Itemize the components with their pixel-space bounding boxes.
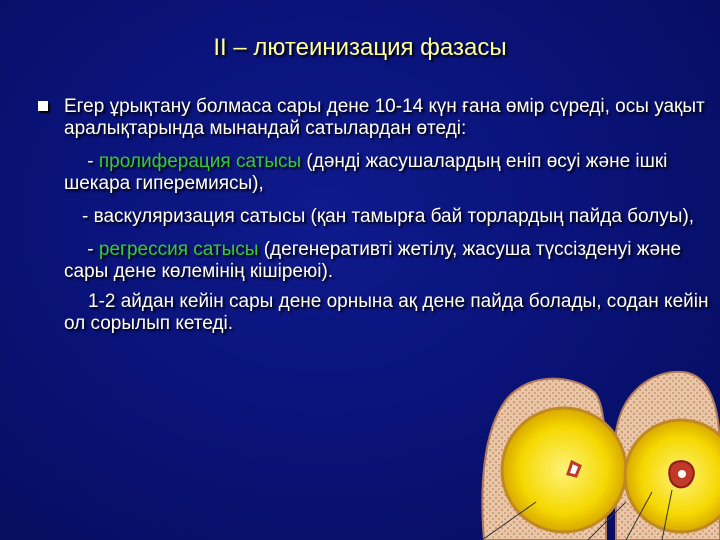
intro-text: Егер ұрықтану болмаса сары дене 10-14 күн ғана өмір сүреді, осы уақыт аралықтарында мынандай сатылардан өтеді: [64, 96, 705, 139]
closing-text: 1-2 айдан кейін сары дене орнына ақ дене пайда болады, содан кейін ол сорылып кетеді. [64, 291, 709, 334]
stage-prefix: - [82, 239, 99, 260]
stage-term: пролиферация сатысы [98, 151, 302, 172]
stage-prefix: - [82, 151, 99, 172]
slide-title: II – лютеинизация фазасы [213, 34, 507, 61]
square-bullet-icon [38, 101, 48, 111]
central-cavity-left [568, 462, 580, 476]
stage-proliferation [38, 151, 710, 195]
corpus-luteum-illustration [476, 352, 720, 540]
cavity-center-right [678, 470, 686, 478]
stage-description: (дегенеративті жетілу, жасуша түссізденуі және сары дене көлемінің кішіреюі). [64, 239, 682, 282]
stage-regression [38, 239, 710, 283]
stage-term: регрессия сатысы [98, 239, 259, 260]
slide-content [38, 96, 710, 335]
bullet-item [38, 96, 710, 140]
stage-vascularization [38, 206, 710, 228]
stage-description: - васкуляризация сатысы (қан тамырға бай торлардың пайда болуы), [82, 206, 695, 227]
stage-description: (дәнді жасушалардың еніп өсуі және ішкі шекара гиперемиясы), [64, 151, 668, 194]
